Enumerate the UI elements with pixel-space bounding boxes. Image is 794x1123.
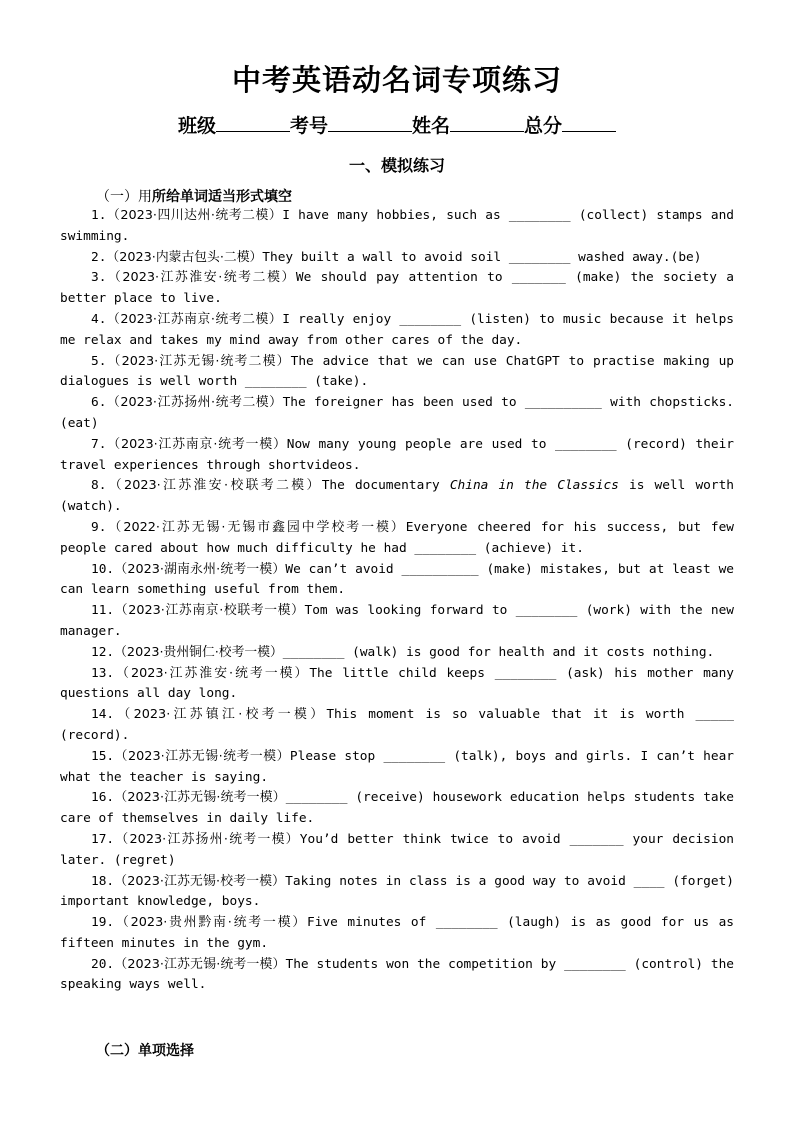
student-info-line (0, 111, 794, 138)
question-text: We should pay attention to _______ (make) the society a better place to live. (60, 270, 734, 307)
score-blank (562, 113, 616, 132)
question-text: We can’t avoid __________ (make) mistakes, but at least we can learn something useful from them. (60, 561, 735, 598)
question-number: 13. (91, 665, 115, 681)
question-source: （2023·江苏扬州·统考一模） (114, 831, 300, 847)
question-number: 1. (91, 208, 107, 223)
question-item (60, 664, 734, 706)
question-text: The foreigner has been used to __________ with chopsticks. (eat) (60, 395, 735, 431)
question-source: （2023·江苏南京·统考二模） (106, 311, 283, 327)
question-source: （2023·江苏无锡·统考一模） (114, 956, 286, 972)
question-source: （2023·江苏淮安·统考一模） (114, 665, 310, 681)
question-item (60, 830, 734, 872)
question-item (60, 955, 734, 997)
exam-no-blank (328, 113, 412, 132)
question-number: 3. (91, 270, 107, 286)
question-text: The advice that we can use ChatGPT to practise making up dialogues is well worth ________ (take). (60, 353, 735, 390)
question-italic-title: China in the Classics (449, 478, 619, 494)
question-number: 6. (91, 395, 107, 411)
question-text: This moment is so valuable that it is worth _____ (record). (60, 707, 735, 743)
name-label: 姓名 (412, 115, 451, 137)
question-source: （2023·江苏无锡·统考一模） (114, 748, 290, 764)
part1-title-bold: 所给单词适当形式填空 (152, 189, 292, 205)
question-text: I have many hobbies, such as ________ (collect) stamps and swimming. (60, 208, 735, 244)
question-text: ________ (walk) is good for health and it costs nothing. (282, 644, 715, 660)
question-item (60, 643, 734, 664)
question-number: 18. (91, 873, 115, 889)
question-number: 2. (91, 249, 107, 265)
question-source: （2023·江苏扬州·统考二模） (106, 395, 283, 411)
question-item (60, 310, 734, 352)
question-source: （2023·江苏无锡·统考二模） (106, 353, 291, 369)
question-source: （2023·江苏淮安·校联考二模） (106, 478, 322, 494)
question-item (60, 705, 734, 747)
question-item (60, 393, 734, 435)
question-text: I really enjoy ________ (listen) to music because it helps me relax and takes my mind away from other cares of the day. (60, 311, 735, 348)
question-source: （2023·江苏无锡·校考一模） (114, 873, 286, 889)
question-item (60, 872, 734, 914)
question-text: is well worth (watch). (60, 478, 734, 515)
name-blank (450, 113, 524, 132)
part1-title (96, 186, 292, 206)
question-source: （2023·江苏南京·校联考一模） (114, 603, 305, 619)
question-number: 14. (91, 707, 115, 723)
question-number: 16. (91, 790, 115, 806)
class-blank (216, 113, 290, 132)
question-item (60, 747, 734, 789)
question-item (60, 352, 734, 394)
question-text: Please stop ________ (talk), boys and girls. I can’t hear what the teacher is saying. (60, 748, 734, 785)
question-text: They built a wall to avoid soil ________ washed away.(be) (262, 249, 702, 265)
question-source: （2023·江苏镇江·校考一模） (114, 707, 327, 723)
score-label: 总分 (524, 115, 563, 137)
question-number: 10. (91, 561, 115, 577)
question-item (60, 435, 734, 477)
question-item (60, 601, 734, 643)
question-source: （2023·贵州黔南·统考一模） (114, 915, 308, 931)
question-item (60, 476, 734, 518)
question-number: 17. (91, 831, 115, 847)
question-text: ________ (receive) housework education helps students take care of themselves in daily life. (60, 790, 735, 827)
question-number: 12. (91, 644, 115, 660)
question-number: 5. (91, 353, 107, 369)
question-source: （2023·江苏无锡·统考一模） (114, 790, 286, 806)
question-number: 19. (91, 915, 115, 931)
question-source: （2023·内蒙古包头·二模） (106, 249, 263, 265)
question-source: （2023·四川达州·统考二模） (106, 208, 283, 223)
question-text: You’d better think twice to avoid _______ your decision later. (regret) (60, 831, 734, 868)
question-item (60, 248, 734, 269)
question-number: 8. (91, 478, 107, 494)
exam-no-label: 考号 (289, 115, 328, 137)
question-number: 9. (91, 519, 107, 535)
question-list (60, 206, 734, 996)
question-source: （2023·江苏南京·统考一模） (106, 436, 287, 452)
section-title: 一、模拟练习 (348, 156, 445, 175)
question-item (60, 913, 734, 955)
question-number: 20. (91, 956, 115, 972)
question-item (60, 518, 734, 560)
class-label: 班级 (177, 115, 216, 137)
question-text: Taking notes in class is a good way to avoid ____ (forget) important knowledge, boys. (60, 873, 735, 910)
question-item (60, 560, 734, 602)
question-number: 7. (91, 436, 107, 452)
page-title: 中考英语动名词专项练习 (231, 63, 562, 97)
part2-title: （二）单项选择 (96, 1043, 194, 1059)
question-number: 15. (91, 748, 115, 764)
question-item (60, 788, 734, 830)
question-text: Everyone cheered for his success, but few people cared about how much difficulty he had ________ (achieve) it. (60, 519, 734, 556)
question-item (60, 268, 734, 310)
question-text: Five minutes of ________ (laugh) is as good for us as fifteen minutes in the gym. (60, 915, 734, 951)
question-source: （2023·贵州铜仁·校考一模） (114, 644, 283, 660)
question-text: Tom was looking forward to ________ (work) with the new manager. (60, 603, 734, 639)
question-number: 11. (91, 603, 115, 619)
part1-title-prefix: （一）用 (96, 189, 152, 205)
question-number: 4. (91, 311, 107, 327)
question-text: The little child keeps ________ (ask) his mother many questions all day long. (60, 665, 735, 702)
question-item (60, 206, 734, 248)
question-source: （2023·江苏淮安·统考二模） (106, 270, 296, 286)
question-source: （2022·江苏无锡·无锡市鑫园中学校考一模） (106, 519, 406, 535)
question-text: The students won the competition by ________ (control) the speaking ways well. (60, 956, 735, 993)
question-text: The documentary (321, 478, 450, 494)
question-text: Now many young people are used to ________ (record) their travel experiences through shortvideos. (60, 436, 734, 473)
question-source: （2023·湖南永州·统考一模） (114, 561, 286, 577)
